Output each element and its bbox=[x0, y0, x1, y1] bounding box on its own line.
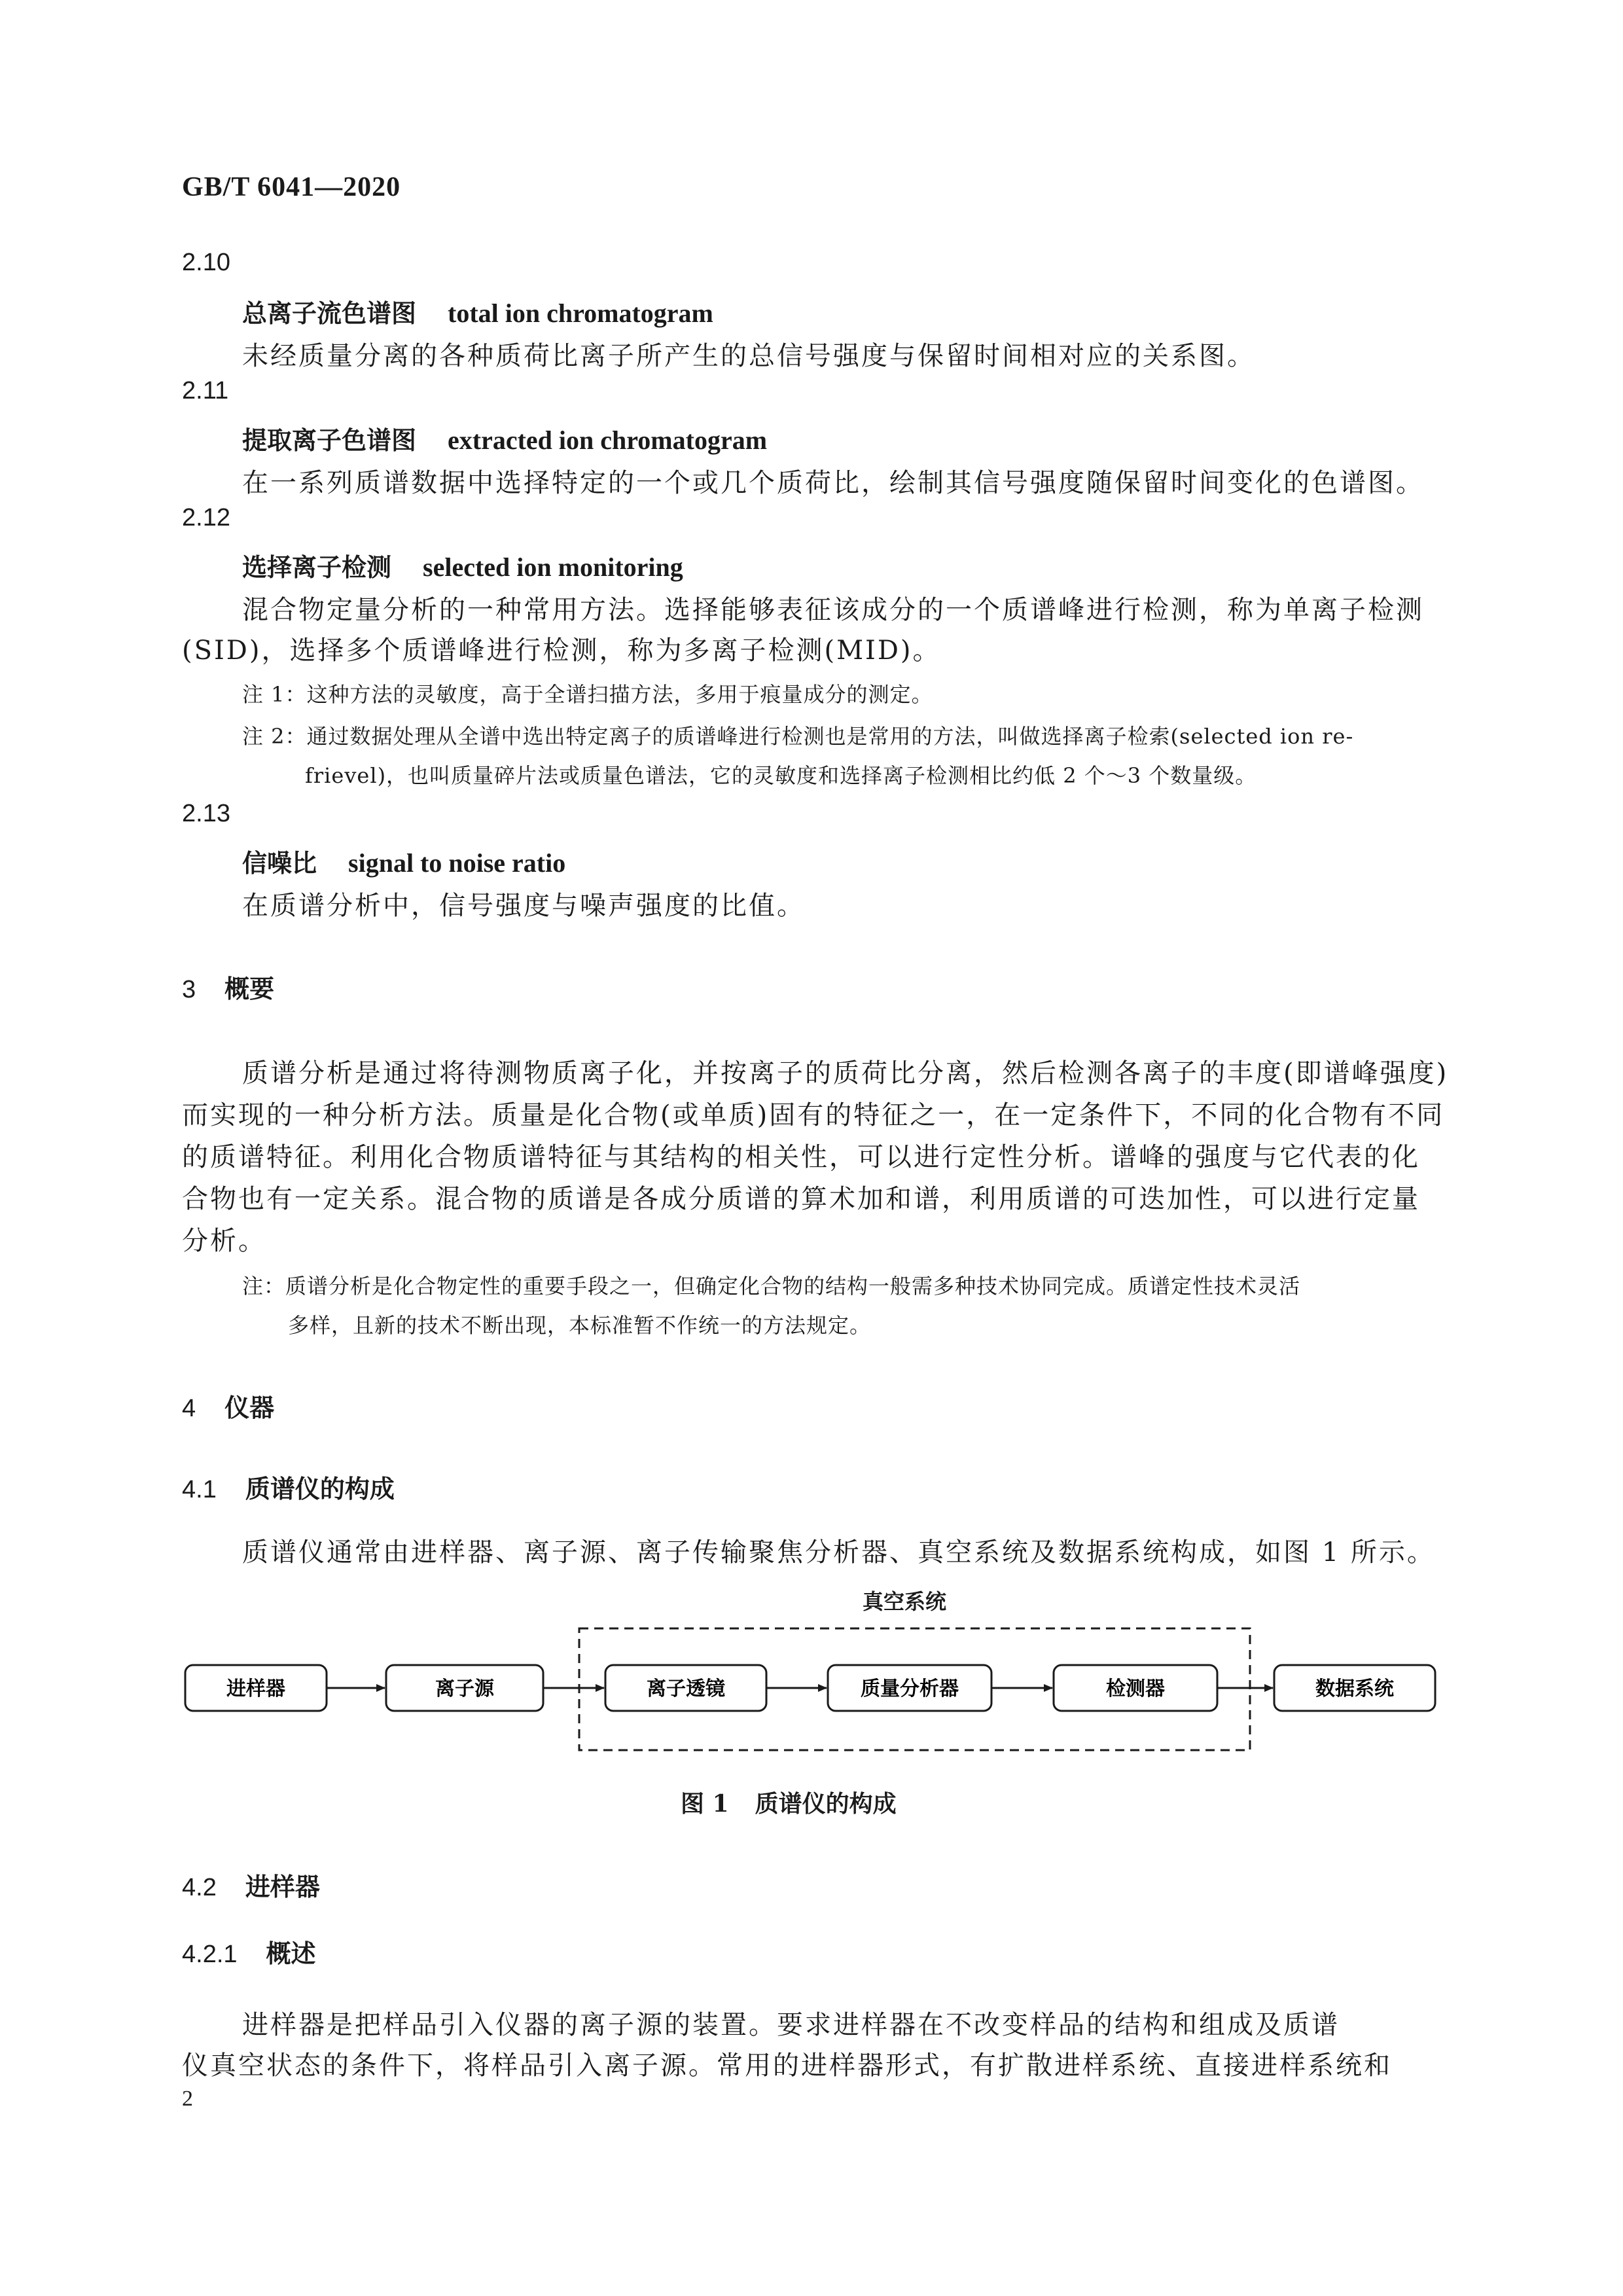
term-en: signal to noise ratio bbox=[348, 848, 566, 878]
section-heading bbox=[182, 1388, 274, 1424]
note-line: 多样，且新的技术不断出现，本标准暂不作统一的方法规定。 bbox=[288, 1313, 872, 1338]
paragraph-line: 合物也有一定关系。混合物的质谱是各成分质谱的算术加和谱，利用质谱的可迭加性，可以进行定量 bbox=[182, 1184, 1420, 1214]
clause-number: 2.10 bbox=[182, 249, 230, 276]
note-line: frievel)，也叫质量碎片法或质量色谱法，它的灵敏度和选择离子检测相比约低 2 个～3 个数量级。 bbox=[305, 763, 1257, 788]
figure-caption bbox=[681, 1785, 897, 1819]
section-title: 概要 bbox=[224, 974, 275, 1003]
box-label: 数据系统 bbox=[1315, 1677, 1394, 1700]
paragraph-line: 分析。 bbox=[182, 1226, 266, 1256]
note-line: 注 2：通过数据处理从全谱中选出特定离子的质谱峰进行检测也是常用的方法，叫做选择离子检索(selected ion re- bbox=[242, 724, 1354, 749]
box-label: 检测器 bbox=[1106, 1677, 1165, 1700]
term-heading bbox=[242, 843, 565, 879]
box-label: 质量分析器 bbox=[861, 1677, 959, 1700]
page-number: 2 bbox=[182, 2087, 193, 2111]
definition: 在一系列质谱数据中选择特定的一个或几个质荷比，绘制其信号强度随保留时间变化的色谱图。 bbox=[242, 468, 1424, 498]
paragraph-line: 进样器是把样品引入仪器的离子源的装置。要求进样器在不改变样品的结构和组成及质谱 bbox=[242, 2010, 1340, 2040]
clause-number: 2.12 bbox=[182, 504, 230, 531]
note: 注 1：这种方法的灵敏度，高于全谱扫描方法，多用于痕量成分的测定。 bbox=[242, 682, 933, 707]
paragraph-line: 质谱分析是通过将待测物质离子化，并按离子的质荷比分离，然后检测各离子的丰度(即谱峰强度) bbox=[242, 1058, 1449, 1088]
figure-title: 质谱仪的构成 bbox=[755, 1790, 897, 1818]
box-label: 离子源 bbox=[435, 1677, 494, 1700]
subsection-title: 进样器 bbox=[245, 1872, 320, 1901]
section-number: 3 bbox=[182, 976, 196, 1003]
definition-line: (SID)，选择多个质谱峰进行检测，称为多离子检测(MID)。 bbox=[182, 636, 941, 666]
subsection-heading bbox=[182, 1867, 320, 1903]
paragraph-line: 而实现的一种分析方法。质量是化合物(或单质)固有的特征之一，在一定条件下，不同的化合物有不同 bbox=[182, 1100, 1445, 1130]
definition-line: 混合物定量分析的一种常用方法。选择能够表征该成分的一个质谱峰进行检测，称为单离子检测 bbox=[242, 595, 1424, 625]
term-heading bbox=[242, 420, 767, 456]
box-label: 离子透镜 bbox=[647, 1677, 725, 1700]
subsection-title: 质谱仪的构成 bbox=[245, 1474, 395, 1503]
term-en: extracted ion chromatogram bbox=[448, 425, 768, 455]
subsection-number: 4.1 bbox=[182, 1476, 217, 1503]
subsection-number: 4.2.1 bbox=[182, 1941, 238, 1968]
note-line: 注：质谱分析是化合物定性的重要手段之一，但确定化合物的结构一般需多种技术协同完成。质谱定性技术灵活 bbox=[242, 1274, 1301, 1299]
figure-mass-spectrometer-diagram bbox=[0, 1584, 1623, 1793]
subsection-number: 4.2 bbox=[182, 1874, 217, 1901]
definition: 未经质量分离的各种质荷比离子所产生的总信号强度与保留时间相对应的关系图。 bbox=[242, 341, 1255, 371]
term-en: selected ion monitoring bbox=[423, 552, 683, 582]
section-title: 仪器 bbox=[224, 1393, 275, 1422]
term-cn: 总离子流色谱图 bbox=[242, 298, 417, 328]
term-cn: 提取离子色谱图 bbox=[242, 425, 417, 455]
clause-number: 2.11 bbox=[182, 377, 229, 404]
figure-number: 图 1 bbox=[681, 1790, 729, 1818]
paragraph-line: 的质谱特征。利用化合物质谱特征与其结构的相关性，可以进行定性分析。谱峰的强度与它代表的化 bbox=[182, 1142, 1420, 1172]
term-en: total ion chromatogram bbox=[448, 298, 713, 328]
subsection-heading bbox=[182, 1469, 395, 1505]
subsection-title: 概述 bbox=[266, 1939, 316, 1968]
section-number: 4 bbox=[182, 1395, 196, 1422]
box-label: 进样器 bbox=[226, 1677, 285, 1700]
subsection-heading bbox=[182, 1933, 316, 1969]
term-cn: 选择离子检测 bbox=[242, 552, 392, 582]
section-heading bbox=[182, 969, 274, 1005]
term-heading bbox=[242, 547, 683, 583]
paragraph-line: 仪真空状态的条件下，将样品引入离子源。常用的进样器形式，有扩散进样系统、直接进样系统和 bbox=[182, 2051, 1392, 2081]
term-heading bbox=[242, 293, 713, 329]
clause-number: 2.13 bbox=[182, 800, 230, 827]
vacuum-system-label: 真空系统 bbox=[862, 1589, 947, 1614]
term-cn: 信噪比 bbox=[242, 848, 317, 878]
paragraph: 质谱仪通常由进样器、离子源、离子传输聚焦分析器、真空系统及数据系统构成，如图 1 所示。 bbox=[242, 1537, 1435, 1568]
definition: 在质谱分析中，信号强度与噪声强度的比值。 bbox=[242, 891, 805, 921]
standard-number: GB/T 6041—2020 bbox=[182, 172, 401, 202]
